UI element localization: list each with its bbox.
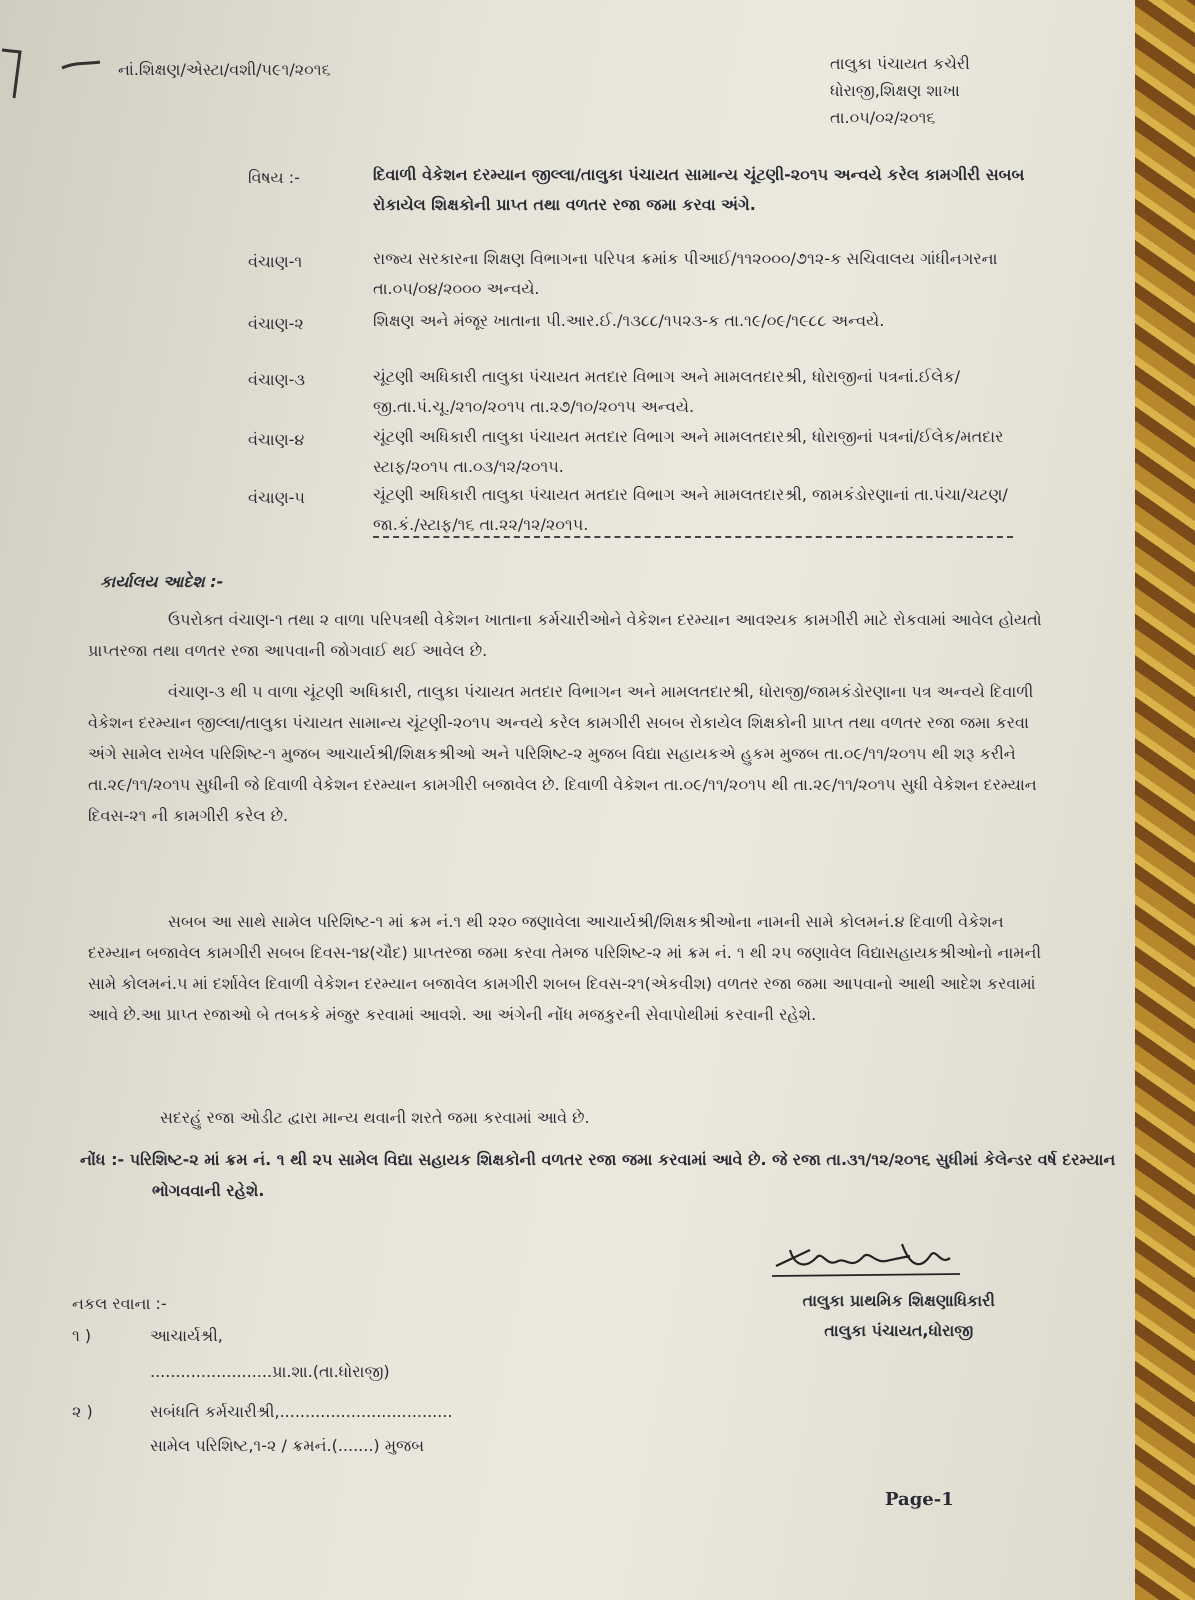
order-paragraph-2: વંચાણ-૩ થી ૫ વાળા ચૂંટણી અધિકારી, તાલુકા પંચાયત મતદાર વિભાગન અને મામલતદારશ્રી, ધોરાજી/જામકંડોરણાના પત્ર અન્વયે દિવાળી વેકેશન દરમ્યાન જીલ્લા/તાલુકા પંચાયત સામાન્ય ચૂંટણી-૨૦૧૫ અન્વયે કરેલ કામગીરી સબબ રોકાયેલ શિક્ષકોની પ્રાપ્ત તથા વળતર રજા જમા કરવા અંગે સામેલ રાખેલ પરિશિષ્ટ-૧ મુજબ આચાર્યશ્રી/શિક્ષકશ્રીઓ અને પરિશિષ્ટ-૨ મુજબ વિદ્યા સહાયકએ હુકમ મુજબ તા.૦૯/૧૧/૨૦૧૫ થી શરૂ કરીને તા.૨૯/૧૧/૨૦૧૫ સુધીની જે દિવાળી વેકેશન દરમ્યાન કામગીરી બજાવેલ છે. દિવાળી વેકેશન તા.૦૯/૧૧/૨૦૧૫ થી તા.૨૯/૧૧/૨૦૧૫ સુધી વેકેશન દરમ્યાન દિવસ-૨૧ ની કામગીરી કરેલ છે. [88,682,1037,825]
copy-item-2: સબંધતિ કર્મચારીશ્રી,.................................. [150,1402,453,1421]
reading-4-text: ચૂંટણી અધિકારી તાલુકા પંચાયત મતદાર વિભાગ અને મામલતદારશ્રી, ધોરાજીનાં પત્રનાં/ઈલેક/મતદાર સ્ટાફ/૨૦૧૫ તા.૦૩/૧૨/૨૦૧૫. [373,427,1004,476]
reading-1-text: રાજ્ય સરકારના શિક્ષણ વિભાગના પરિપત્ર ક્રમાંક પીઆઈ/૧૧૨૦૦૦/૭૧૨-ક સચિવાલય ગાંધીનગરના તા.૦૫/૦૪/૨૦૦૦ અન્વયે. [373,249,998,298]
copy-item-2-number: ૨ ) [72,1402,93,1421]
office-date: તા.૦૫/૦૨/૨૦૧૬ [830,108,936,127]
reading-5-label: વંચાણ-૫ [248,488,305,507]
copy-item-1-number: ૧ ) [72,1326,92,1345]
signatory-office: તાલુકા પંચાયત,ધોરાજી [824,1321,974,1340]
subject-label: વિષય :- [248,168,300,187]
reading-3-label: વંચાણ-૩ [248,370,306,389]
signature-block [803,1286,996,1346]
order-paragraph-1: ઉપરોક્ત વંચાણ-૧ તથા ૨ વાળા પરિપત્રથી વેકેશન ખાતાના કર્મચારીઓને વેકેશન દરમ્યાન આવશ્યક કામગીરી માટે રોકવામાં આવેલ હોયતો પ્રાપ્તરજા તથા વળતર રજા આપવાની જોગવાઈ થઈ આવેલ છે. [88,610,1042,660]
reading-3-text: ચૂંટણી અધિકારી તાલુકા પંચાયત મતદાર વિભાગ અને મામલતદારશ્રી, ધોરાજીનાં પત્રનાં.ઈલેક/જી.તા.પં.ચૂ./૨૧૦/૨૦૧૫ તા.૨૭/૧૦/૨૦૧૫ અન્વયે. [373,367,961,416]
page-number: Page-1 [885,1489,954,1510]
order-note: નોંધ :- પરિશિષ્ટ-૨ માં ક્રમ નં. ૧ થી ૨૫ સામેલ વિદ્યા સહાયક શિક્ષકોની વળતર રજા જમા કરવામાં આવે છે. જે રજા તા.૩૧/૧૨/૨૦૧૬ સુધીમાં કેલેન્ડર વર્ષ દરમ્યાન ભોગવવાની રહેશે. [80,1150,1116,1200]
office-line-1: તાલુકા પંચાયત કચેરી [830,54,970,73]
reference-number: નાં.શિક્ષણ/એસ્ટા/વશી/૫૯૧/૨૦૧૬ [118,60,331,79]
copy-item-1: આચાર્યશ્રી, [150,1326,223,1345]
office-order-heading: કાર્યાલય આદેશ :- [100,572,224,591]
order-paragraph-4: સદરહું રજા ઓડીટ દ્વારા માન્ય થવાની શરતે જમા કરવામાં આવે છે. [160,1108,590,1127]
reading-2-label: વંચાણ-૨ [248,314,304,333]
office-line-2: ધોરાજી,શિક્ષણ શાખા [830,81,960,100]
separator-line [373,536,1013,538]
margin-pen-mark [0,40,110,110]
reading-4-label: વંચાણ-૪ [248,430,305,449]
reading-1-label: વંચાણ-૧ [248,252,303,271]
signature-image [770,1236,980,1286]
copy-item-1-detail: ........................પ્રા.શા.(તા.ધોરાજી) [150,1362,390,1381]
signatory-title: તાલુકા પ્રાથમિક શિક્ષણાધિકારી [802,1291,995,1310]
office-address [830,50,970,131]
background-fabric [1135,0,1195,1600]
reading-2-text: શિક્ષણ અને મંજૂર ખાતાના પી.આર.ઈ./૧૩૮૮/૧૫૨૩-ક તા.૧૯/૦૯/૧૯૮૮ અન્વયે. [373,311,885,330]
subject-text: દિવાળી વેકેશન દરમ્યાન જીલ્લા/તાલુકા પંચાયત સામાન્ય ચૂંટણી-૨૦૧૫ અન્વયે કરેલ કામગીરી સબબ રોકાયેલ શિક્ષકોની પ્રાપ્ત તથા વળતર રજા જમા કરવા અંગે. [373,165,1025,214]
order-paragraph-3: સબબ આ સાથે સામેલ પરિશિષ્ટ-૧ માં ક્રમ નં.૧ થી ૨૨૦ જણાવેલા આચાર્યશ્રી/શિક્ષકશ્રીઓના નામની સામે કોલમનં.૪ દિવાળી વેકેશન દરમ્યાન બજાવેલ કામગીરી સબબ દિવસ-૧૪(ચૌદ) પ્રાપ્તરજા જમા કરવા તેમજ પરિશિષ્ટ-૨ માં ક્રમ નં. ૧ થી ૨૫ જણાવેલ વિદ્યાસહાયકશ્રીઓનો નામની સામે કોલમનં.૫ માં દર્શાવેલ દિવાળી વેકેશન દરમ્યાન બજાવેલ કામગીરી શબબ દિવસ-૨૧(એકવીશ) વળતર રજા જમા આપવાનો આથી આદેશ કરવામાં આવે છે.આ પ્રાપ્ત રજાઓ બે તબકકે મંજુર કરવામાં આવશે. આ અંગેની નોંધ મજકુરની સેવાપોથીમાં કરવાની રહેશે. [88,912,1042,1024]
copy-heading: નકલ રવાના :- [72,1294,167,1313]
reading-5-text: ચૂંટણી અધિકારી તાલુકા પંચાયત મતદાર વિભાગ અને મામલતદારશ્રી, જામકંડોરણાનાં તા.પંચા/ચટણ/જા.કં./સ્ટાફ/૧૬ તા.૨૨/૧૨/૨૦૧૫. [373,485,1008,534]
copy-item-2-detail: સામેલ પરિશિષ્ટ,૧-૨ / ક્રમનં.(.......) મુજબ [150,1436,425,1455]
